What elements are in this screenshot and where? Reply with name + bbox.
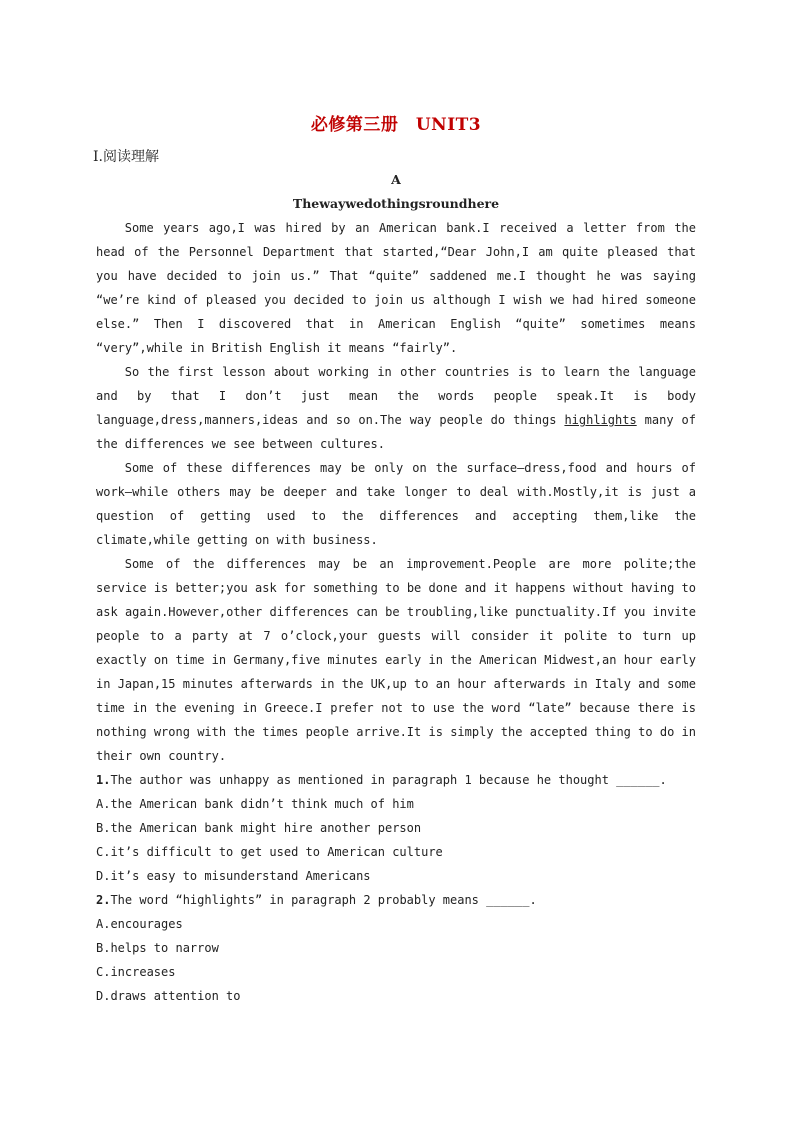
question-1 <box>96 768 696 792</box>
passage-letter: A <box>391 172 401 187</box>
option-2b: B.helps to narrow <box>96 941 219 955</box>
question-stem: The word “highlights” in paragraph 2 probably means ______. <box>110 893 537 907</box>
option-1b: B.the American bank might hire another person <box>96 821 422 835</box>
question-stem: The author was unhappy as mentioned in paragraph 1 because he thought ______. <box>110 773 667 787</box>
option-1a: A.the American bank didn’t think much of him <box>96 797 414 811</box>
question-list <box>96 768 696 1008</box>
option-2c: C.increases <box>96 965 176 979</box>
question-number: 1. <box>96 773 111 787</box>
paragraph-4: Some of the differences may be an improvement.People are more polite;the service is better;you ask for something to be done and it happens without having to ask again.However,other differences can be troubling,like punctuality.If you invite people to a party at 7 o’clock,your guests will consider it polite to turn up exactly on time in Germany,five minutes early in the American Midwest,an hour early in Japan,15 minutes afterwards in the UK,up to an hour afterwards in Italy and some time in the evening in Greece.I prefer not to use the word “late” because there is nothing wrong with the times people arrive.It is simply the accepted thing to do in their own country. <box>96 557 696 763</box>
question-2 <box>96 888 696 912</box>
option-2d: D.draws attention to <box>96 989 241 1003</box>
passage-title: Thewaywedothingsroundhere <box>292 196 500 211</box>
highlighted-word: highlights <box>564 413 637 427</box>
question-number: 2. <box>96 893 111 907</box>
section-heading: Ⅰ.阅读理解 <box>93 149 159 165</box>
document-title: 必修第三册 UNIT3 <box>310 115 482 135</box>
passage-body <box>96 216 696 768</box>
paragraph-3: Some of these differences may be only on the surface—dress,food and hours of work—while others may be deeper and take longer to deal with.Mostly,it is just a question of getting used to the differences and accepting them,like the climate,while getting on with business. <box>96 461 696 547</box>
option-1d: D.it’s easy to misunderstand Americans <box>96 869 371 883</box>
option-2a: A.encourages <box>96 917 183 931</box>
paragraph-2 <box>96 360 696 456</box>
paragraph-2-after: many of the differences we see between cultures. <box>96 413 696 451</box>
paragraph-2-before: So the first lesson about working in other countries is to learn the language and by that I don’t just mean the words people speak.It is body language,dress,manners,ideas and so on.The way people do things <box>96 365 696 427</box>
paragraph-1: Some years ago,I was hired by an American bank.I received a letter from the head of the Personnel Department that started,“Dear John,I am quite pleased that you have decided to join us.” That “quite” saddened me.I thought he was saying “we’re kind of pleased you decided to join us although I wish we had hired someone else.” Then I discovered that in American English “quite” sometimes means “very”,while in British English it means “fairly”. <box>96 221 696 355</box>
option-1c: C.it’s difficult to get used to American culture <box>96 845 443 859</box>
